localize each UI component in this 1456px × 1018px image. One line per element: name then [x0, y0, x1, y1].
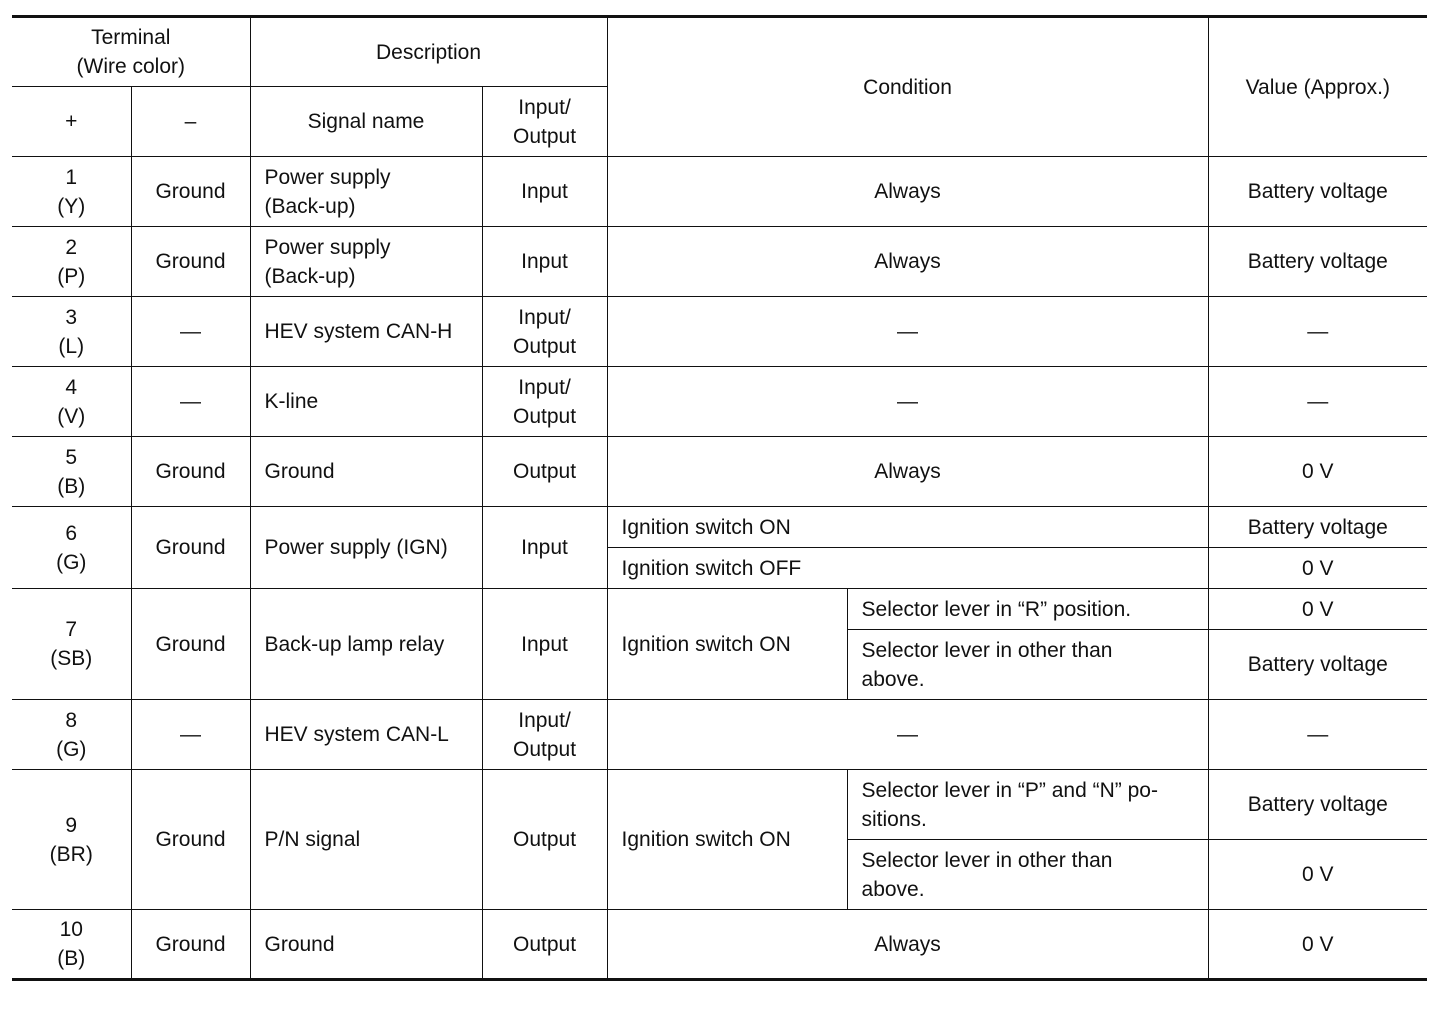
table-row — [12, 437, 1427, 507]
input-output: Output — [482, 770, 607, 910]
header-minus: – — [131, 87, 250, 157]
value: 0 V — [1208, 548, 1427, 589]
condition: Ignition switch OFF — [607, 548, 1208, 589]
header-signal-name: Signal name — [250, 87, 482, 157]
value: Battery voltage — [1208, 630, 1427, 700]
terminal-plus: 8 (G) — [12, 700, 131, 770]
terminal-minus: Ground — [131, 770, 250, 910]
condition: — — [607, 297, 1208, 367]
signal-name: Ground — [250, 437, 482, 507]
terminal-minus: — — [131, 367, 250, 437]
sub-condition: Selector lever in other than above. — [847, 630, 1208, 700]
condition: Ignition switch ON — [607, 770, 847, 910]
value: Battery voltage — [1208, 507, 1427, 548]
condition: — — [607, 367, 1208, 437]
terminal-minus: Ground — [131, 157, 250, 227]
table-row — [12, 507, 1427, 548]
input-output: Input/ Output — [482, 367, 607, 437]
condition: Always — [607, 437, 1208, 507]
signal-name: Power supply (Back-up) — [250, 227, 482, 297]
value: Battery voltage — [1208, 227, 1427, 297]
input-output: Input — [482, 227, 607, 297]
value: 0 V — [1208, 910, 1427, 980]
value: Battery voltage — [1208, 770, 1427, 840]
value: — — [1208, 367, 1427, 437]
sub-condition: Selector lever in “R” position. — [847, 589, 1208, 630]
signal-name: P/N signal — [250, 770, 482, 910]
signal-name: Back-up lamp relay — [250, 589, 482, 700]
terminal-minus: Ground — [131, 507, 250, 589]
header-plus: + — [12, 87, 131, 157]
header-row-1 — [12, 17, 1427, 87]
value: 0 V — [1208, 840, 1427, 910]
sub-condition: Selector lever in “P” and “N” po- sitions. — [847, 770, 1208, 840]
terminal-plus: 6 (G) — [12, 507, 131, 589]
terminal-plus: 1 (Y) — [12, 157, 131, 227]
terminal-minus: Ground — [131, 227, 250, 297]
terminal-plus: 9 (BR) — [12, 770, 131, 910]
signal-name: Power supply (Back-up) — [250, 157, 482, 227]
condition: — — [607, 700, 1208, 770]
terminal-table — [12, 15, 1427, 981]
table-row — [12, 589, 1427, 630]
condition: Ignition switch ON — [607, 589, 847, 700]
condition: Always — [607, 910, 1208, 980]
terminal-minus: — — [131, 297, 250, 367]
header-input-output: Input/ Output — [482, 87, 607, 157]
header-condition: Condition — [607, 17, 1208, 157]
terminal-plus: 7 (SB) — [12, 589, 131, 700]
terminal-plus: 5 (B) — [12, 437, 131, 507]
terminal-minus: Ground — [131, 589, 250, 700]
condition: Always — [607, 157, 1208, 227]
header-description: Description — [250, 17, 607, 87]
condition: Ignition switch ON — [607, 507, 1208, 548]
table-row — [12, 157, 1427, 227]
input-output: Output — [482, 910, 607, 980]
terminal-minus: Ground — [131, 910, 250, 980]
value: — — [1208, 297, 1427, 367]
signal-name: K-line — [250, 367, 482, 437]
value: — — [1208, 700, 1427, 770]
table-row — [12, 770, 1427, 840]
table-row — [12, 297, 1427, 367]
signal-name: HEV system CAN-H — [250, 297, 482, 367]
value: 0 V — [1208, 589, 1427, 630]
terminal-minus: — — [131, 700, 250, 770]
input-output: Output — [482, 437, 607, 507]
value: Battery voltage — [1208, 157, 1427, 227]
table-row — [12, 227, 1427, 297]
value: 0 V — [1208, 437, 1427, 507]
terminal-minus: Ground — [131, 437, 250, 507]
input-output: Input — [482, 589, 607, 700]
input-output: Input/ Output — [482, 700, 607, 770]
signal-name: Ground — [250, 910, 482, 980]
table-row — [12, 910, 1427, 980]
header-value: Value (Approx.) — [1208, 17, 1427, 157]
signal-name: HEV system CAN-L — [250, 700, 482, 770]
input-output: Input — [482, 157, 607, 227]
table-row — [12, 700, 1427, 770]
terminal-plus: 10 (B) — [12, 910, 131, 980]
terminal-plus: 2 (P) — [12, 227, 131, 297]
terminal-plus: 3 (L) — [12, 297, 131, 367]
sub-condition: Selector lever in other than above. — [847, 840, 1208, 910]
header-terminal: Terminal (Wire color) — [12, 17, 250, 87]
input-output: Input — [482, 507, 607, 589]
table-row — [12, 367, 1427, 437]
terminal-plus: 4 (V) — [12, 367, 131, 437]
input-output: Input/ Output — [482, 297, 607, 367]
signal-name: Power supply (IGN) — [250, 507, 482, 589]
condition: Always — [607, 227, 1208, 297]
